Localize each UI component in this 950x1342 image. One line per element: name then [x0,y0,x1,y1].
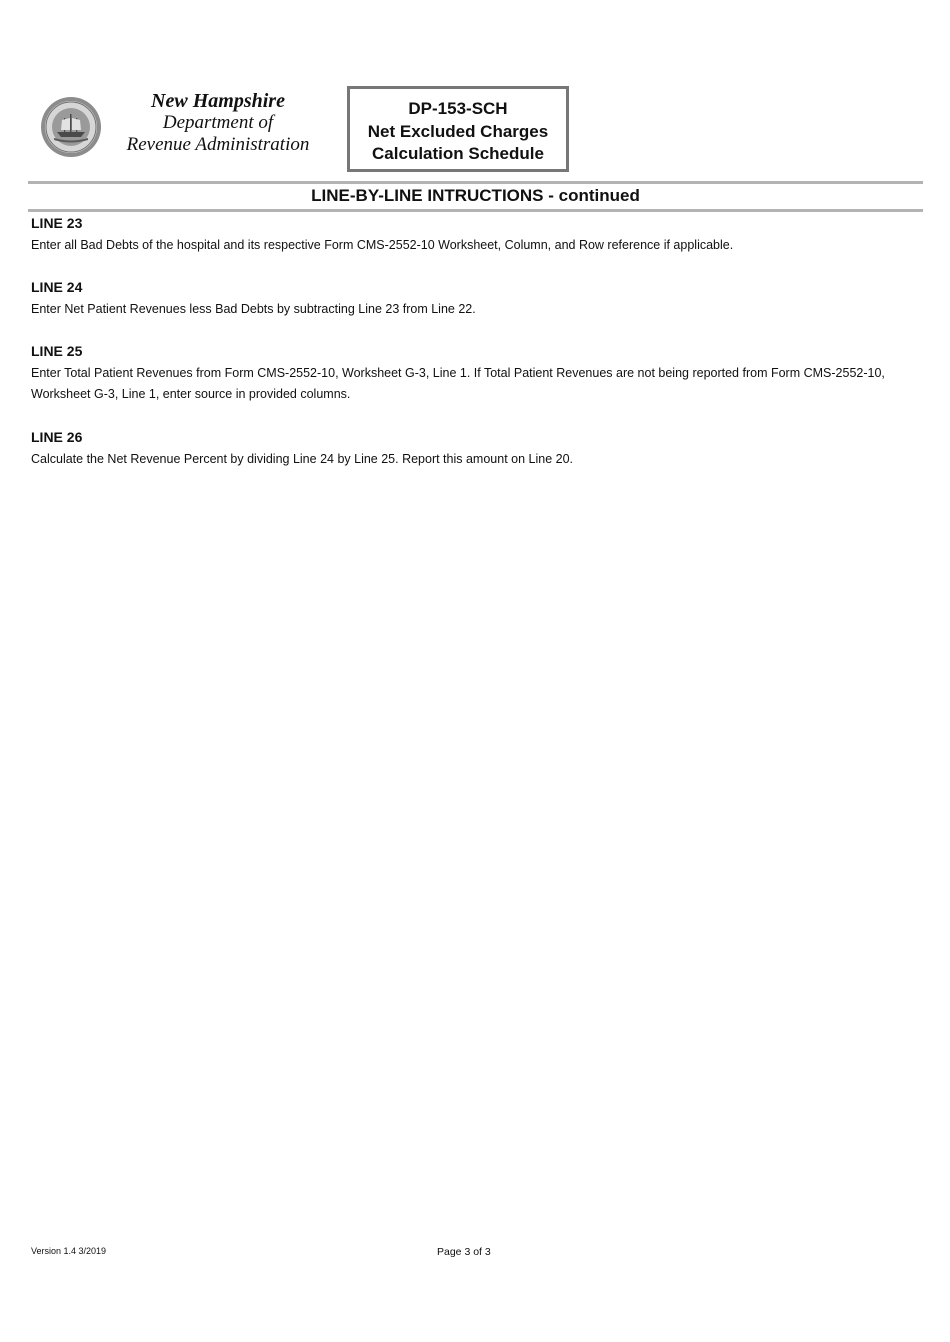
instruction-line-23 [31,214,921,256]
agency-block [110,90,326,156]
section-rule-bottom [28,209,923,212]
state-seal [40,96,102,158]
form-title-box [347,86,569,172]
instruction-line-25 [31,342,921,405]
version-label: Version 1.4 3/2019 [31,1246,107,1256]
agency-department: Department of [162,112,274,133]
instruction-label: LINE 26 [31,429,83,445]
page-number: Page 3 of 3 [437,1246,491,1258]
section-title: LINE-BY-LINE INTRUCTIONS - continued [311,186,640,205]
agency-division: Revenue Administration [126,134,310,155]
section-rule-top [28,181,923,184]
instruction-line-24 [31,278,921,320]
instruction-label: LINE 25 [31,343,83,359]
instruction-text: Enter Net Patient Revenues less Bad Debts by subtracting Line 23 from Line 22. [31,302,476,316]
instruction-label: LINE 23 [31,215,83,231]
form-code: DP-153-SCH [408,99,508,118]
form-title-line2: Calculation Schedule [372,144,544,163]
agency-name: New Hampshire [151,90,285,112]
form-title-line1: Net Excluded Charges [367,121,549,141]
instruction-text: Enter all Bad Debts of the hospital and its respective Form CMS-2552-10 Worksheet, Column, and Row reference if applicable. [31,238,734,252]
instruction-line-26 [31,428,921,470]
instruction-text: Enter Total Patient Revenues from Form CMS-2552-10, Worksheet G-3, Line 1. If Total Patient Revenues are not being reported from Form CMS-2552-10, Worksheet G-3, Line 1, enter source in provided columns. [31,366,885,401]
instruction-label: LINE 24 [31,279,83,295]
instruction-text: Calculate the Net Revenue Percent by dividing Line 24 by Line 25. Report this amount on Line 20. [31,452,574,466]
